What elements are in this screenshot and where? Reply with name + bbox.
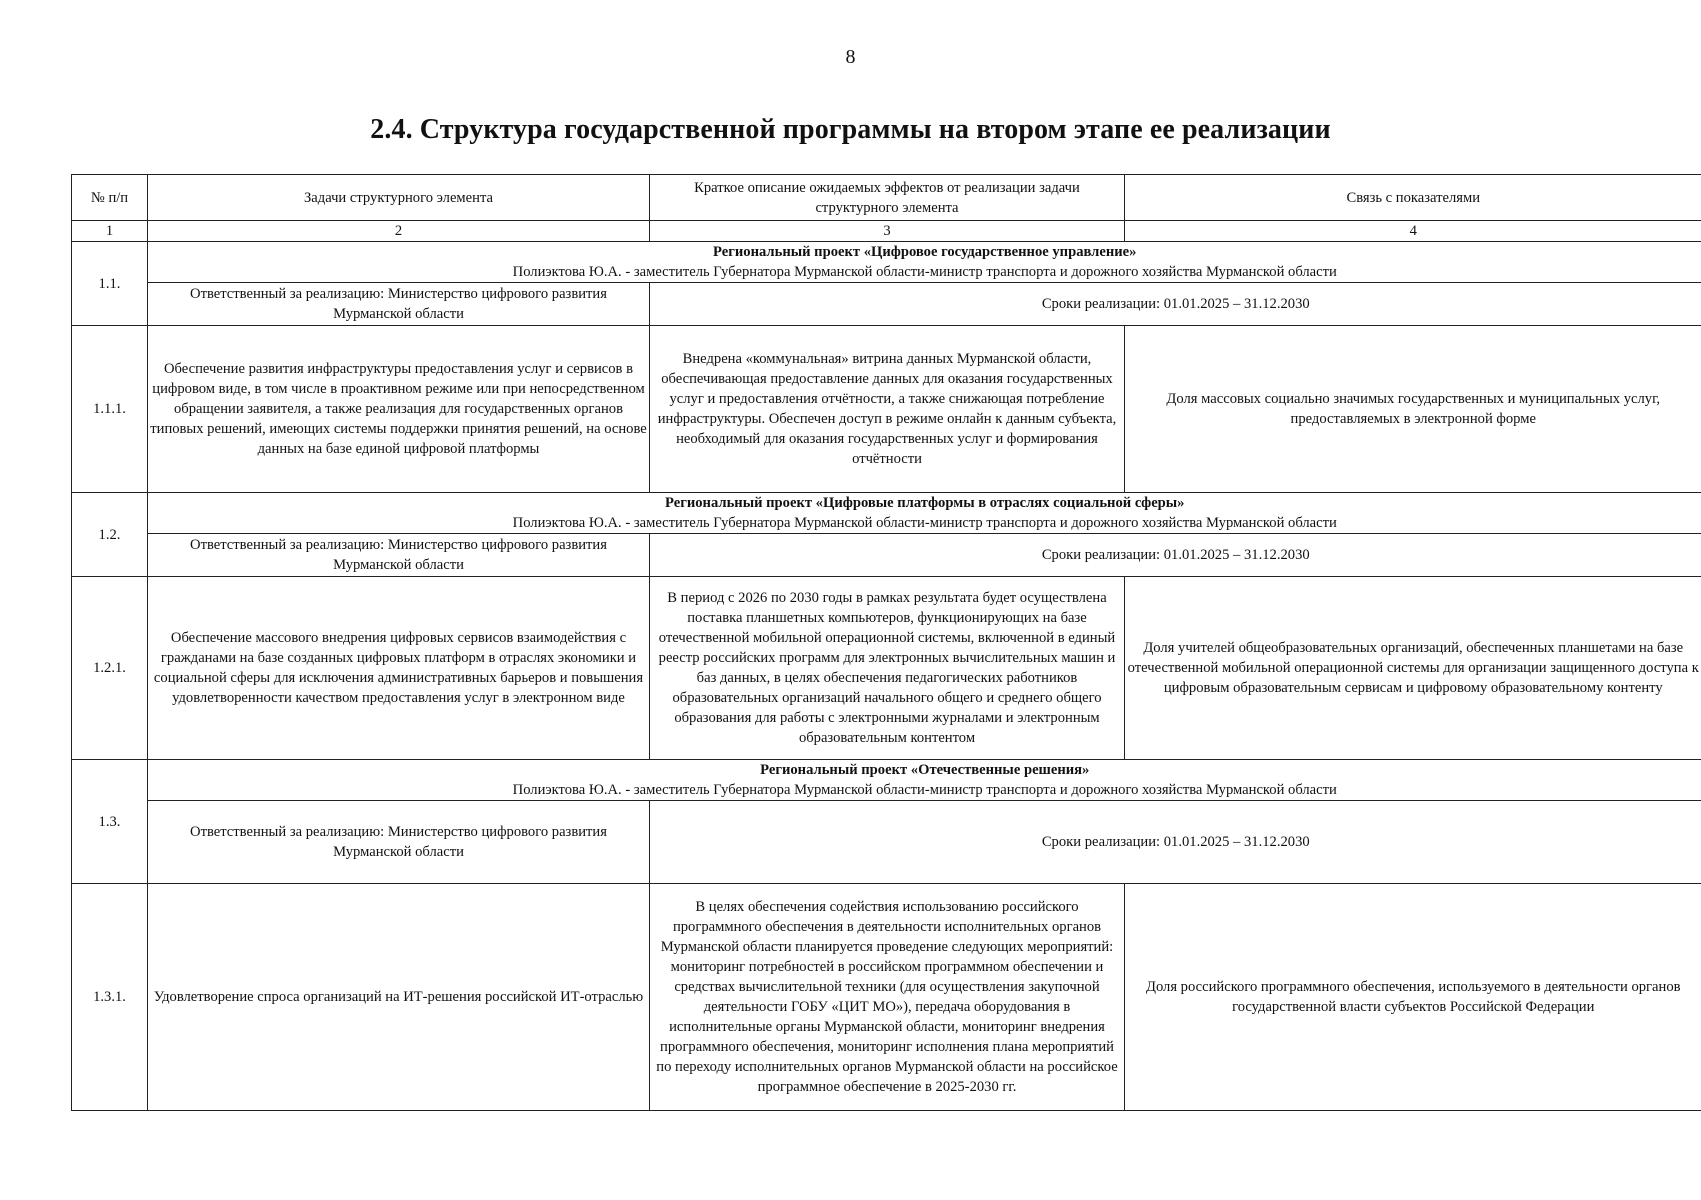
task-description: Обеспечение массового внедрения цифровых сервисов взаимодействия с гражданами на базе созданных цифровых платформ в отраслях экономики и социальной сферы для исключения административных барьеров и повышения удовлетворенности качеством предоставления услуг в электронном виде bbox=[148, 577, 650, 760]
task-number: 1.2.1. bbox=[72, 577, 148, 760]
page-number: 8 bbox=[845, 46, 856, 68]
task-effects: Внедрена «коммунальная» витрина данных Мурманской области, обеспечивающая предоставление данных для оказания государственных услуг и предоставления отчётности, а также снижающая потребление инфраструктуры. Обеспечен доступ в режиме онлайн к данным субъекта, необходимый для оказания государственных услуг и формирования отчётности bbox=[650, 326, 1125, 493]
project-header bbox=[148, 493, 1701, 534]
project-curator: Полиэктова Ю.А. - заместитель Губернатора Мурманской области-министр транспорта и дорожного хозяйства Мурманской области bbox=[512, 515, 1337, 531]
project-curator: Полиэктова Ю.А. - заместитель Губернатора Мурманской области-министр транспорта и дорожного хозяйства Мурманской области bbox=[512, 782, 1337, 798]
responsible-row bbox=[72, 801, 1701, 884]
project-title: Региональный проект «Отечественные решения» bbox=[760, 762, 1090, 778]
project-row bbox=[72, 760, 1701, 801]
task-effects: В целях обеспечения содействия использованию российского программного обеспечения в деятельности исполнительных органов Мурманской области планируется проведение следующих мероприятий: мониторинг потребностей в российском программном обеспечении и средствах вычислительной техники (для осуществления закупочной деятельности ГОБУ «ЦИТ МО»), передача оборудования в исполнительные органы Мурманской области, мониторинг внедрения программного обеспечения, мониторинг исполнения плана мероприятий по переходу исполнительных органов Мурманской области на российское программное обеспечение в 2025-2030 гг. bbox=[650, 884, 1125, 1111]
header-number: № п/п bbox=[72, 175, 148, 221]
program-structure-table bbox=[71, 174, 1701, 1111]
project-curator: Полиэктова Ю.А. - заместитель Губернатора Мурманской области-министр транспорта и дорожного хозяйства Мурманской области bbox=[512, 264, 1337, 280]
project-title: Региональный проект «Цифровое государственное управление» bbox=[713, 244, 1137, 260]
table-header-row bbox=[72, 175, 1701, 221]
responsible-text: Ответственный за реализацию: Министерство цифрового развития Мурманской области bbox=[148, 801, 650, 884]
task-number: 1.3.1. bbox=[72, 884, 148, 1111]
task-row bbox=[72, 884, 1701, 1111]
header-effects: Краткое описание ожидаемых эффектов от реализации задачи структурного элемента bbox=[650, 175, 1125, 221]
project-number: 1.2. bbox=[72, 493, 148, 577]
task-description: Обеспечение развития инфраструктуры предоставления услуг и сервисов в цифровом виде, в том числе в проактивном режиме или при непосредственном обращении заявителя, а также реализация для государственных органов типовых решений, имеющих системы поддержки принятия решений, на основе данных на базе единой цифровой платформы bbox=[148, 326, 650, 493]
project-number: 1.3. bbox=[72, 760, 148, 884]
responsible-row bbox=[72, 534, 1701, 577]
column-index: 3 bbox=[650, 221, 1125, 242]
project-row bbox=[72, 493, 1701, 534]
project-title: Региональный проект «Цифровые платформы в отраслях социальной сферы» bbox=[665, 495, 1185, 511]
task-indicators: Доля массовых социально значимых государственных и муниципальных услуг, предоставляемых в электронной форме bbox=[1125, 326, 1701, 493]
header-indicators: Связь с показателями bbox=[1125, 175, 1701, 221]
responsible-text: Ответственный за реализацию: Министерство цифрового развития Мурманской области bbox=[148, 283, 650, 326]
responsible-text: Ответственный за реализацию: Министерство цифрового развития Мурманской области bbox=[148, 534, 650, 577]
implementation-period: Сроки реализации: 01.01.2025 – 31.12.2030 bbox=[650, 283, 1701, 326]
page-title: 2.4. Структура государственной программы на втором этапе ее реализации bbox=[370, 114, 1331, 145]
task-row bbox=[72, 577, 1701, 760]
task-effects: В период с 2026 по 2030 годы в рамках результата будет осуществлена поставка планшетных компьютеров, функционирующих на базе отечественной мобильной операционной системы, включенной в единый реестр российских программ для электронных вычислительных машин и баз данных, в целях обеспечения педагогических работников образовательных организаций начального общего и среднего общего образования для работы с электронными журналами и электронным образовательным контентом bbox=[650, 577, 1125, 760]
task-number: 1.1.1. bbox=[72, 326, 148, 493]
project-header bbox=[148, 242, 1701, 283]
implementation-period: Сроки реализации: 01.01.2025 – 31.12.2030 bbox=[650, 534, 1701, 577]
responsible-row bbox=[72, 283, 1701, 326]
implementation-period: Сроки реализации: 01.01.2025 – 31.12.2030 bbox=[650, 801, 1701, 884]
task-indicators: Доля учителей общеобразовательных организаций, обеспеченных планшетами на базе отечественной мобильной операционной системы для организации защищенного доступа к цифровым образовательным сервисам и цифровому образовательному контенту bbox=[1125, 577, 1701, 760]
column-index: 1 bbox=[72, 221, 148, 242]
task-description: Удовлетворение спроса организаций на ИТ-решения российской ИТ-отраслью bbox=[148, 884, 650, 1111]
column-index-row bbox=[72, 221, 1701, 242]
header-tasks: Задачи структурного элемента bbox=[148, 175, 650, 221]
column-index: 2 bbox=[148, 221, 650, 242]
task-indicators: Доля российского программного обеспечения, используемого в деятельности органов государственной власти субъектов Российской Федерации bbox=[1125, 884, 1701, 1111]
project-header bbox=[148, 760, 1701, 801]
column-index: 4 bbox=[1125, 221, 1701, 242]
project-number: 1.1. bbox=[72, 242, 148, 326]
task-row bbox=[72, 326, 1701, 493]
project-row bbox=[72, 242, 1701, 283]
